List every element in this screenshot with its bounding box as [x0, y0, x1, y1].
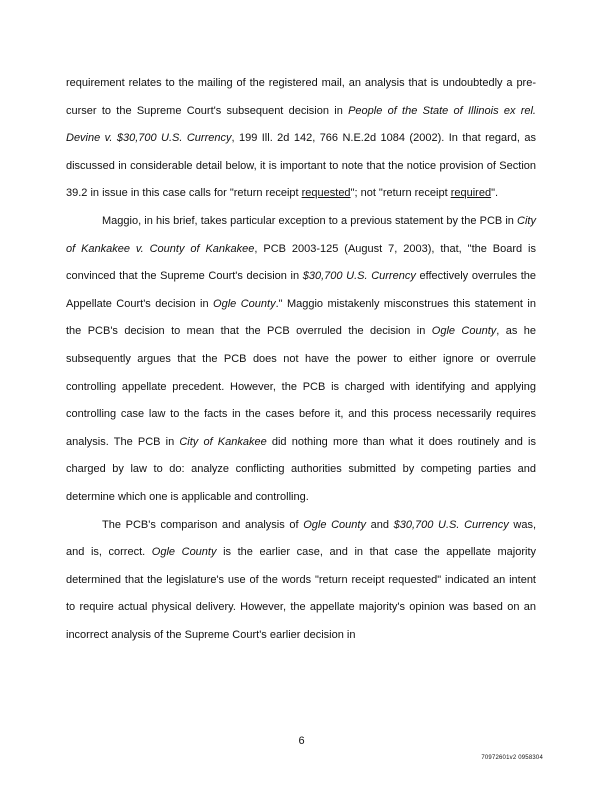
- case-citation: $30,700 U.S. Currency: [393, 518, 509, 531]
- paragraph-2: Maggio, in his brief, takes particular exception to a previous statement by the PCB in City of Kankakee v. County of Kankakee, PCB 2003-125 (August 7, 2003), that, "the Board is convinced that the Supreme Court's decision in $30,700 U.S. Currency effectively overrules the Appellate Court's decision in Ogle County." Maggio mistakenly misconstrues this statement in the PCB's decision to mean that the PCB overruled the decision in Ogle County, as he subsequently argues that the PCB does not have the power to either ignore or overrule controlling appellate precedent. However, the PCB is charged with identifying and applying controlling case law to the facts in the cases before it, and this process necessarily requires analysis. The PCB in City of Kankakee did nothing more than what it does routinely and is charged by law to do: analyze conflicting authorities submitted by competing parties and determine which one is applicable and controlling.: [66, 214, 537, 503]
- case-citation: $30,700 U.S. Currency: [302, 270, 416, 283]
- case-citation: Ogle County: [151, 546, 217, 559]
- case-citation: City of Kankakee v. County of Kankakee: [66, 214, 536, 255]
- case-citation: People of the State of Illinois ex rel. Devine v. $30,700 U.S. Currency: [66, 104, 536, 145]
- underlined-term: required: [450, 187, 492, 200]
- case-citation: City of Kankakee: [179, 435, 267, 448]
- page-number: 6: [298, 735, 305, 747]
- underlined-term: requested: [301, 187, 351, 200]
- case-citation: Ogle County: [303, 518, 366, 531]
- body-text: [66, 70, 536, 649]
- document-id: 70972601v2 0958304: [481, 755, 543, 761]
- case-citation: Ogle County: [431, 325, 497, 338]
- paragraph-1: requirement relates to the mailing of the registered mail, an analysis that is undoubtedly a pre-curser to the Supreme Court's subsequent decision in People of the State of Illinois ex rel. Devine v. $30,700 U.S. Currency, 199 Ill. 2d 142, 766 N.E.2d 1084 (2002). In that regard, as discussed in considerable detail below, it is important to note that the notice provision of Section 39.2 in issue in this case calls for "return receipt requested"; not "return receipt required".: [66, 77, 536, 200]
- paragraph-3: The PCB's comparison and analysis of Ogle County and $30,700 U.S. Currency was, and is, correct. Ogle County is the earlier case, and in that case the appellate majority determined that the legislature's use of the words "return receipt requested" indicated an intent to require actual physical delivery. However, the appellate majority's opinion was based on an incorrect analysis of the Supreme Court's earlier decision in: [66, 518, 537, 641]
- case-citation: Ogle County: [213, 297, 276, 310]
